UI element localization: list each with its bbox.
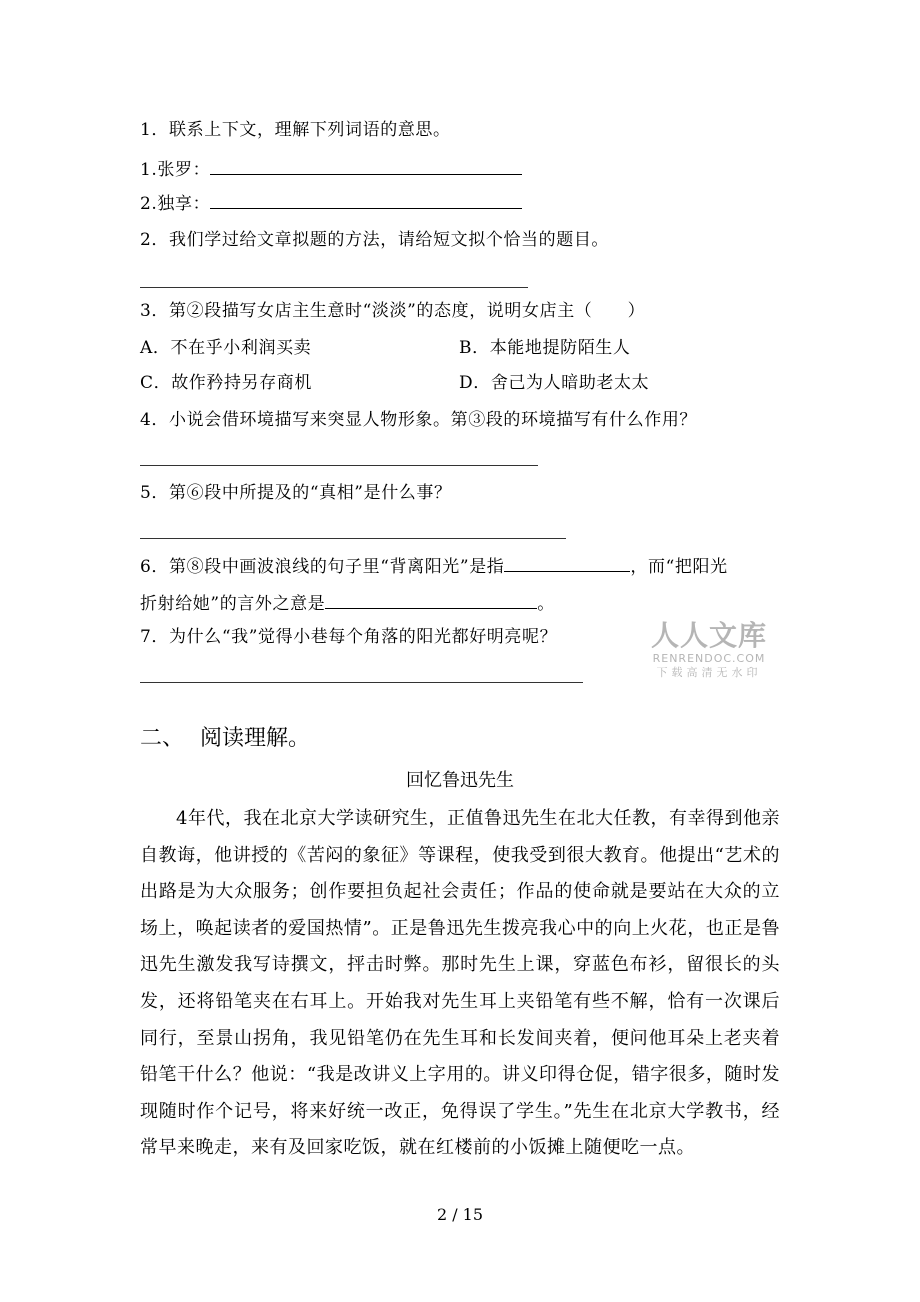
answer-line[interactable] <box>140 465 538 466</box>
question-6-line-2 <box>140 590 555 616</box>
watermark-tagline: 下载高清无水印 <box>656 666 762 679</box>
question-6-line-1 <box>140 553 728 579</box>
answer-blank[interactable] <box>325 590 537 609</box>
watermark-brand: 人人文库 <box>650 619 767 652</box>
question-6-text-2: ，而“把阳光 <box>630 557 728 577</box>
question-6-text-1: 6．第⑧段中画波浪线的句子里“背离阳光”是指 <box>140 557 505 577</box>
section-heading <box>140 724 310 754</box>
answer-blank[interactable] <box>210 190 522 209</box>
watermark <box>644 620 774 680</box>
question-1-item-1 <box>140 156 522 182</box>
answer-blank[interactable] <box>210 156 522 175</box>
question-5: 5．第⑥段中所提及的“真相”是什么事？ <box>140 483 452 503</box>
question-1: 1．联系上下文，理解下列词语的意思。 <box>140 120 451 140</box>
question-1-item-2 <box>140 190 522 216</box>
passage-title: 回忆鲁迅先生 <box>406 770 514 791</box>
watermark-url: RENRENDOC.COM <box>652 652 766 665</box>
section-title: 阅读理解。 <box>200 726 311 751</box>
option-d[interactable]: D．舍己为人暗助老太太 <box>459 373 650 393</box>
question-7: 7．为什么“我”觉得小巷每个角落的阳光都好明亮呢？ <box>140 627 558 647</box>
question-1-item-2-label: 2.独享： <box>140 194 211 214</box>
question-4: 4．小说会借环境描写来突显人物形象。第③段的环境描写有什么作用？ <box>140 410 698 430</box>
option-a[interactable]: A．不在乎小利润买卖 <box>140 338 312 358</box>
option-b[interactable]: B．本能地提防陌生人 <box>459 338 631 358</box>
answer-line[interactable] <box>140 538 566 539</box>
section-number: 二、 <box>140 726 185 751</box>
question-3: 3．第②段描写女店主生意时“淡淡”的态度，说明女店主（ ） <box>140 301 646 321</box>
question-6-text-4: 。 <box>537 594 555 614</box>
question-2: 2．我们学过给文章拟题的方法，请给短文拟个恰当的题目。 <box>140 230 610 250</box>
page-number: 2 / 15 <box>436 1205 484 1224</box>
answer-blank[interactable] <box>504 553 630 572</box>
answer-line[interactable] <box>140 287 528 288</box>
question-6-text-3: 折射给她”的言外之意是 <box>140 594 326 614</box>
answer-line[interactable] <box>140 682 583 683</box>
passage-body: 4年代，我在北京大学读研究生，正值鲁迅先生在北大任教，有幸得到他亲自教诲，他讲授的《苦闷的象征》等课程，使我受到很大教育。他提出“艺术的出路是为大众服务；创作要担负起社会责任；作品的使命就是要站在大众的立场上，唤起读者的爱国热情”。正是鲁迅先生拨亮我心中的向上火花，也正是鲁迅先生激发我写诗撰文，抨击时弊。那时先生上课，穿蓝色布衫，留很长的头发，还将铅笔夹在右耳上。开始我对先生耳上夹铅笔有些不解，恰有一次课后同行，至景山拐角，我见铅笔仍在先生耳和长发间夹着，便问他耳朵上老夹着铅笔干什么？他说：“我是改讲义上字用的。讲义印得仓促，错字很多，随时发现随时作个记号，将来好统一改正，免得误了学生。”先生在北京大学教书，经常早来晚走，来有及回家吃饭，就在红楼前的小饭摊上随便吃一点。 <box>140 808 780 1159</box>
option-c[interactable]: C．故作矜持另存商机 <box>140 373 313 393</box>
question-1-item-1-label: 1.张罗： <box>140 160 211 180</box>
